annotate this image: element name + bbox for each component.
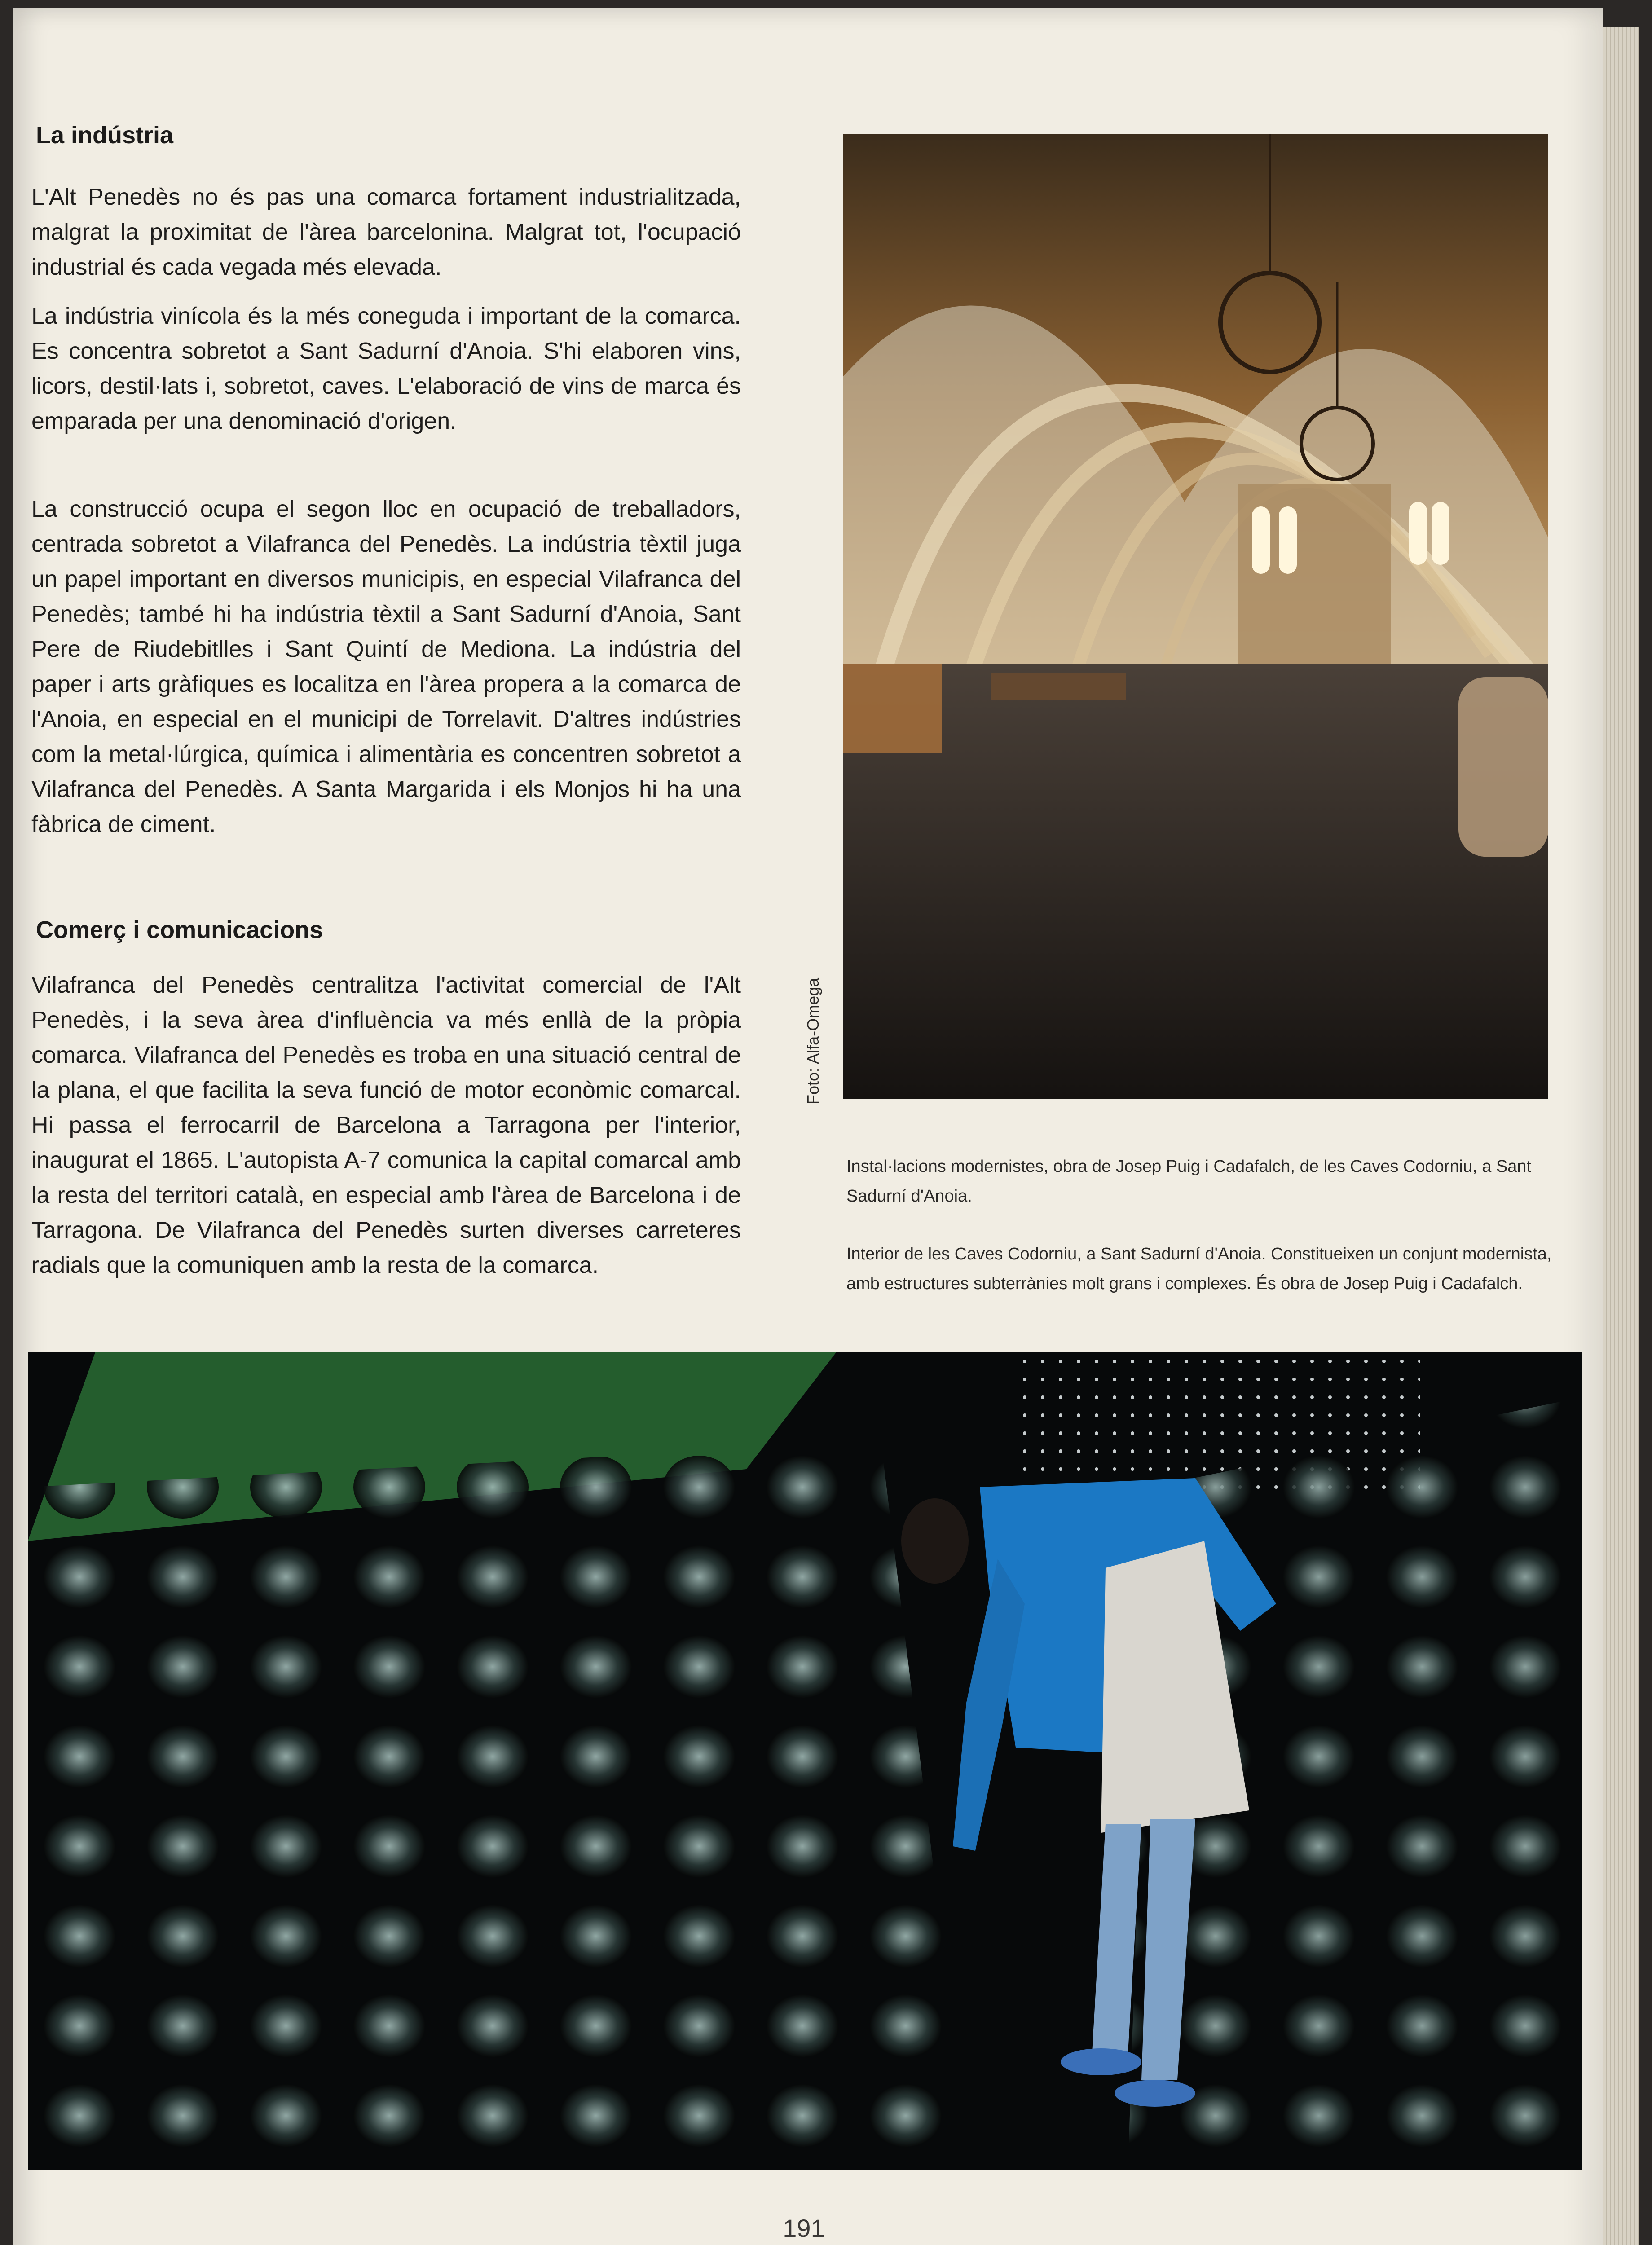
- caption-installations: Instal·lacions modernistes, obra de Josep Puig i Cadafalch, de les Caves Codorniu, a Sant Sadurní d'Anoia.: [846, 1157, 1532, 1206]
- hall-illustration: [843, 134, 1548, 1099]
- paragraph-industria-1: L'Alt Penedès no és pas una comarca fortament industrialitzada, malgrat la proximitat de l'àrea barcelonina. Malgrat tot, l'ocupació industrial és cada vegada més elevada.: [31, 184, 741, 280]
- photo-codorniu-hall: [843, 134, 1548, 1099]
- page-edges: [1603, 27, 1639, 2245]
- photo-credit: Foto: Alfa-Omega: [804, 977, 822, 1105]
- photo-cellar-worker: [28, 1352, 1582, 2170]
- caption-interior: Interior de les Caves Codorniu, a Sant Sadurní d'Anoia. Constitueixen un conjunt modernista, amb estructures subterrànies molt grans i complexes. És obra de Josep Puig i Cadafalch.: [846, 1245, 1552, 1293]
- paragraph-comerc-1: Vilafranca del Penedès centralitza l'activitat comercial de l'Alt Penedès, i la seva àrea d'influència va més enllà de la pròpia comarca. Vilafranca del Penedès es troba en una situació central de la plana, el que facilita la seva funció de motor econòmic comarcal. Hi passa el ferrocarril de Barcelona a Tarragona per l'interior, inaugurat el 1865. L'autopista A-7 comunica la capital comarcal amb la resta del territori català, en especial amb l'àrea de Barcelona i de Tarragona. De Vilafranca del Penedès surten diverses carreteres radials que la comuniquen amb la resta de la comarca.: [31, 972, 741, 1278]
- heading-comerc: Comerç i comunicacions: [36, 916, 323, 943]
- cellar-illustration: [28, 1352, 1582, 2170]
- paragraph-industria-3: La construcció ocupa el segon lloc en ocupació de treballadors, centrada sobretot a Vilafranca del Penedès. La indústria tèxtil juga un papel important en diversos municipis, en especial Vilafranca del Penedès; també hi ha indústria tèxtil a Sant Sadurní d'Anoia, Sant Pere de Riudebitlles i Sant Quintí de Mediona. La indústria del paper i arts gràfiques es localitza en l'àrea propera a la comarca de l'Anoia, en especial en el municipi de Torrelavit. D'altres indústries com la metal·lúrgica, química i alimentària es concentren sobretot a Vilafranca del Penedès. A Santa Margarida i els Monjos hi ha una fàbrica de ciment.: [31, 496, 741, 837]
- paragraph-industria-2: La indústria vinícola és la més coneguda i important de la comarca. Es concentra sobretot a Sant Sadurní d'Anoia. S'hi elaboren vins, licors, destil·lats i, sobretot, caves. L'elaboració de vins de marca és emparada per una denominació d'origen.: [31, 303, 741, 434]
- heading-industria: La indústria: [36, 122, 174, 149]
- page-number: 191: [783, 2214, 825, 2242]
